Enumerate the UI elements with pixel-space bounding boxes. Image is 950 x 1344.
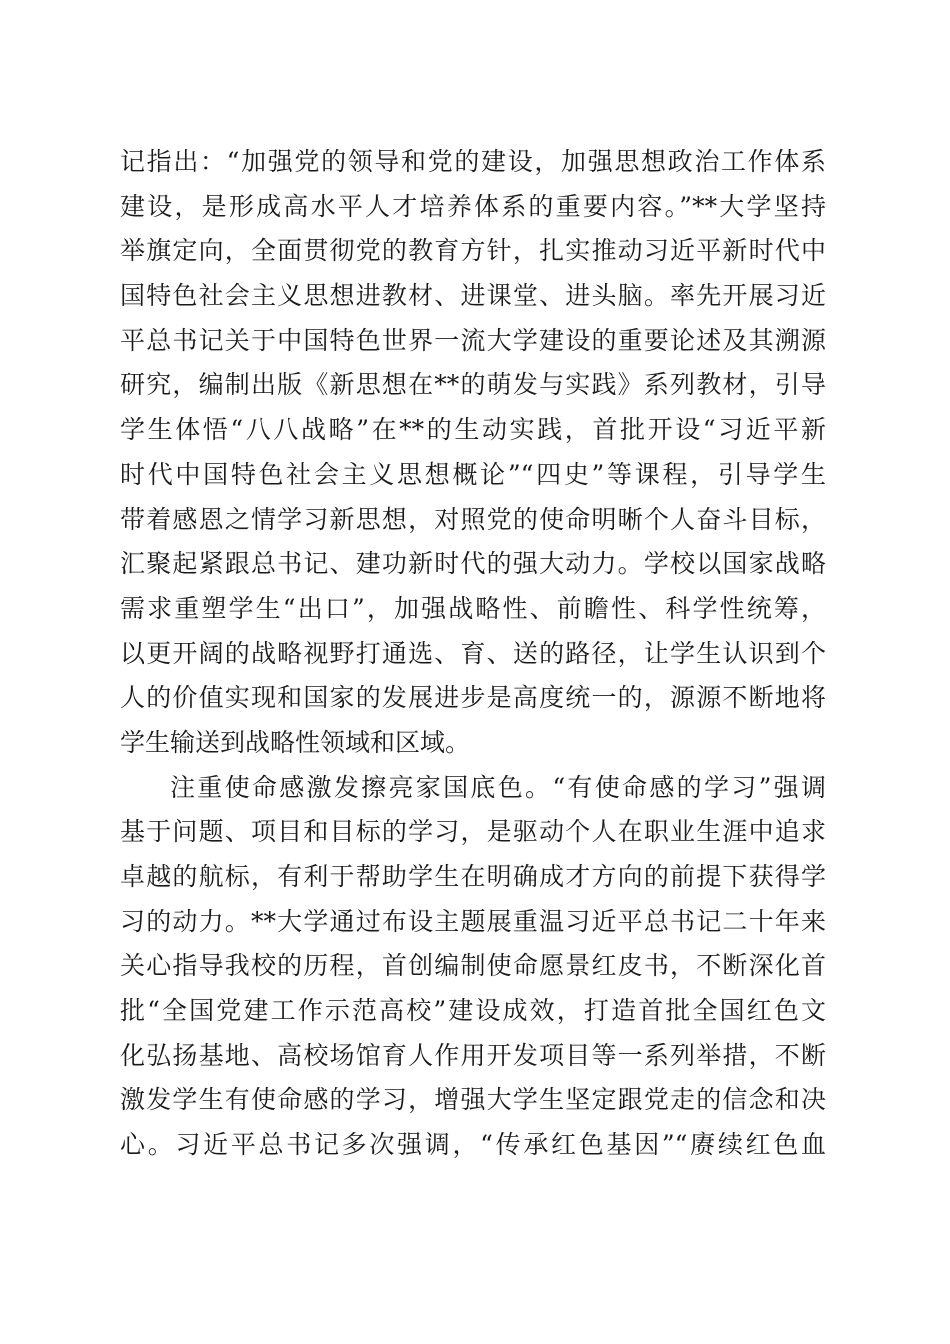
text-line: 注重使命感激发擦亮家国底色。“有使命感的学习”强调 bbox=[170, 772, 826, 802]
text-line: 学生体悟“八八战略”在**的生动实践，首批开设“习近平新 bbox=[120, 415, 826, 445]
text-line: 国特色社会主义思想进教材、进课堂、进头脑。率先开展习近 bbox=[120, 281, 826, 311]
text-line: 学生输送到战略性领域和区域。 bbox=[120, 727, 471, 757]
text-line: 时代中国特色社会主义思想概论”“四史”等课程，引导学生 bbox=[120, 459, 826, 489]
text-line: 记指出：“加强党的领导和党的建设，加强思想政治工作体系 bbox=[120, 147, 826, 176]
text-line: 基于问题、项目和目标的学习，是驱动个人在职业生涯中追求 bbox=[120, 817, 826, 847]
text-line: 化弘扬基地、高校场馆育人作用开发项目等一系列举措，不断 bbox=[120, 1040, 826, 1070]
text-line: 需求重塑学生“出口”，加强战略性、前瞻性、科学性统筹， bbox=[120, 593, 826, 623]
text-line: 建设，是形成高水平人才培养体系的重要内容。”**大学坚持 bbox=[120, 191, 826, 221]
text-line: 以更开阔的战略视野打通选、育、送的路径，让学生认识到个 bbox=[120, 638, 826, 668]
text-line: 人的价值实现和国家的发展进步是高度统一的，源源不断地将 bbox=[120, 683, 826, 713]
text-line: 汇聚起紧跟总书记、建功新时代的强大动力。学校以国家战略 bbox=[120, 549, 826, 579]
text-line: 习的动力。**大学通过布设主题展重温习近平总书记二十年来 bbox=[120, 906, 826, 936]
body-text bbox=[120, 140, 826, 1168]
text-line: 平总书记关于中国特色世界一流大学建设的重要论述及其溯源 bbox=[120, 325, 826, 355]
text-line: 研究，编制出版《新思想在**的萌发与实践》系列教材，引导 bbox=[120, 370, 826, 400]
text-line: 心。习近平总书记多次强调，“传承红色基因”“赓续红色血 bbox=[120, 1130, 826, 1160]
text-line: 举旗定向，全面贯彻党的教育方针，扎实推动习近平新时代中 bbox=[120, 236, 826, 266]
text-line: 带着感恩之情学习新思想，对照党的使命明晰个人奋斗目标， bbox=[120, 504, 826, 534]
paragraph bbox=[120, 766, 826, 1168]
text-line: 激发学生有使命感的学习，增强大学生坚定跟党走的信念和决 bbox=[120, 1085, 826, 1115]
text-line: 批“全国党建工作示范高校”建设成效，打造首批全国红色文 bbox=[120, 996, 826, 1026]
paragraph bbox=[120, 140, 826, 766]
text-line: 关心指导我校的历程，首创编制使命愿景红皮书，不断深化首 bbox=[120, 951, 826, 981]
text-line: 卓越的航标，有利于帮助学生在明确成才方向的前提下获得学 bbox=[120, 862, 826, 891]
